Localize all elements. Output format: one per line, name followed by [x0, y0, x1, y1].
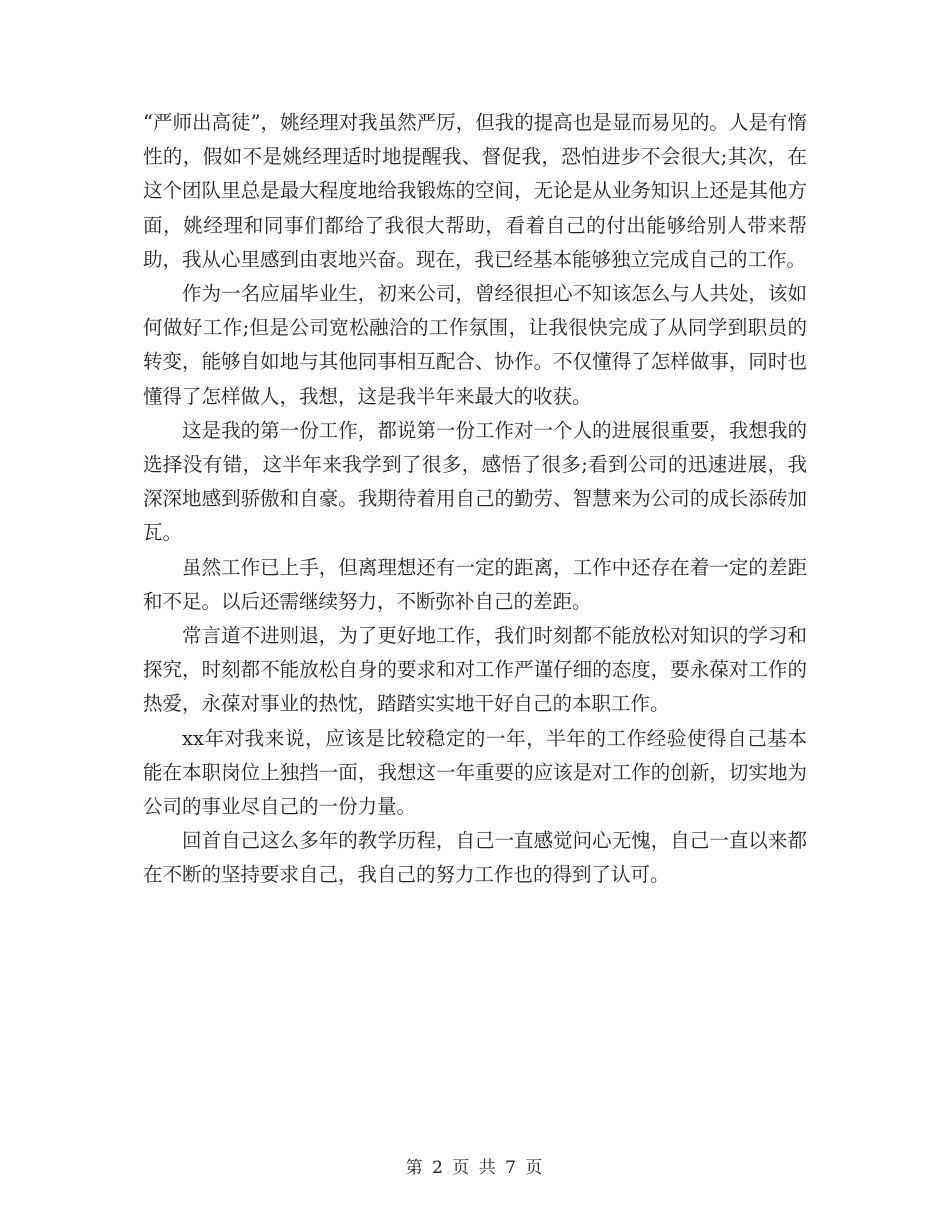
paragraph-7: 回首自己这么多年的教学历程，自己一直感觉问心无愧，自己一直以来都在不断的坚持要求自己，我自己的努力工作也的得到了认可。	[143, 829, 807, 887]
page-footer: 第 2 页 共 7 页	[405, 1158, 545, 1178]
paragraph-4: 虽然工作已上手，但离理想还有一定的距离，工作中还存在着一定的差距和不足。以后还需继续努力，不断弥补自己的差距。	[143, 555, 807, 613]
document-body	[143, 106, 807, 893]
paragraph-6: xx年对我来说，应该是比较稳定的一年，半年的工作经验使得自己基本能在本职岗位上独挡一面，我想这一年重要的应该是对工作的创新，切实地为公司的事业尽自己的一份力量。	[143, 726, 807, 819]
paragraph-1: “严师出高徒”，姚经理对我虽然严厉，但我的提高也是显而易见的。人是有惰性的，假如不是姚经理适时地提醒我、督促我，恐怕进步不会很大;其次，在这个团队里总是最大程度地给我锻炼的空间，无论是从业务知识上还是其他方面，姚经理和同事们都给了我很大帮助，看着自己的付出能够给别人带来帮助，我从心里感到由衷地兴奋。现在，我已经基本能够独立完成自己的工作。	[143, 111, 807, 271]
paragraph-2: 作为一名应届毕业生，初来公司，曾经很担心不知该怎么与人共处，该如何做好工作;但是公司宽松融洽的工作氛围，让我很快完成了从同学到职员的转变，能够自如地与其他同事相互配合、协作。不仅懂得了怎样做事，同时也懂得了怎样做人，我想，这是我半年来最大的收获。	[143, 282, 807, 408]
paragraph-5: 常言道不进则退，为了更好地工作，我们时刻都不能放松对知识的学习和探究，时刻都不能放松自身的要求和对工作严谨仔细的态度，要永葆对工作的热爱，永葆对事业的热忱，踏踏实实地干好自己的本职工作。	[143, 624, 807, 716]
paragraph-3: 这是我的第一份工作，都说第一份工作对一个人的进展很重要，我想我的选择没有错，这半年来我学到了很多，感悟了很多;看到公司的迅速进展，我深深地感到骄傲和自豪。我期待着用自己的勤劳、智慧来为公司的成长添砖加瓦。	[143, 418, 807, 545]
